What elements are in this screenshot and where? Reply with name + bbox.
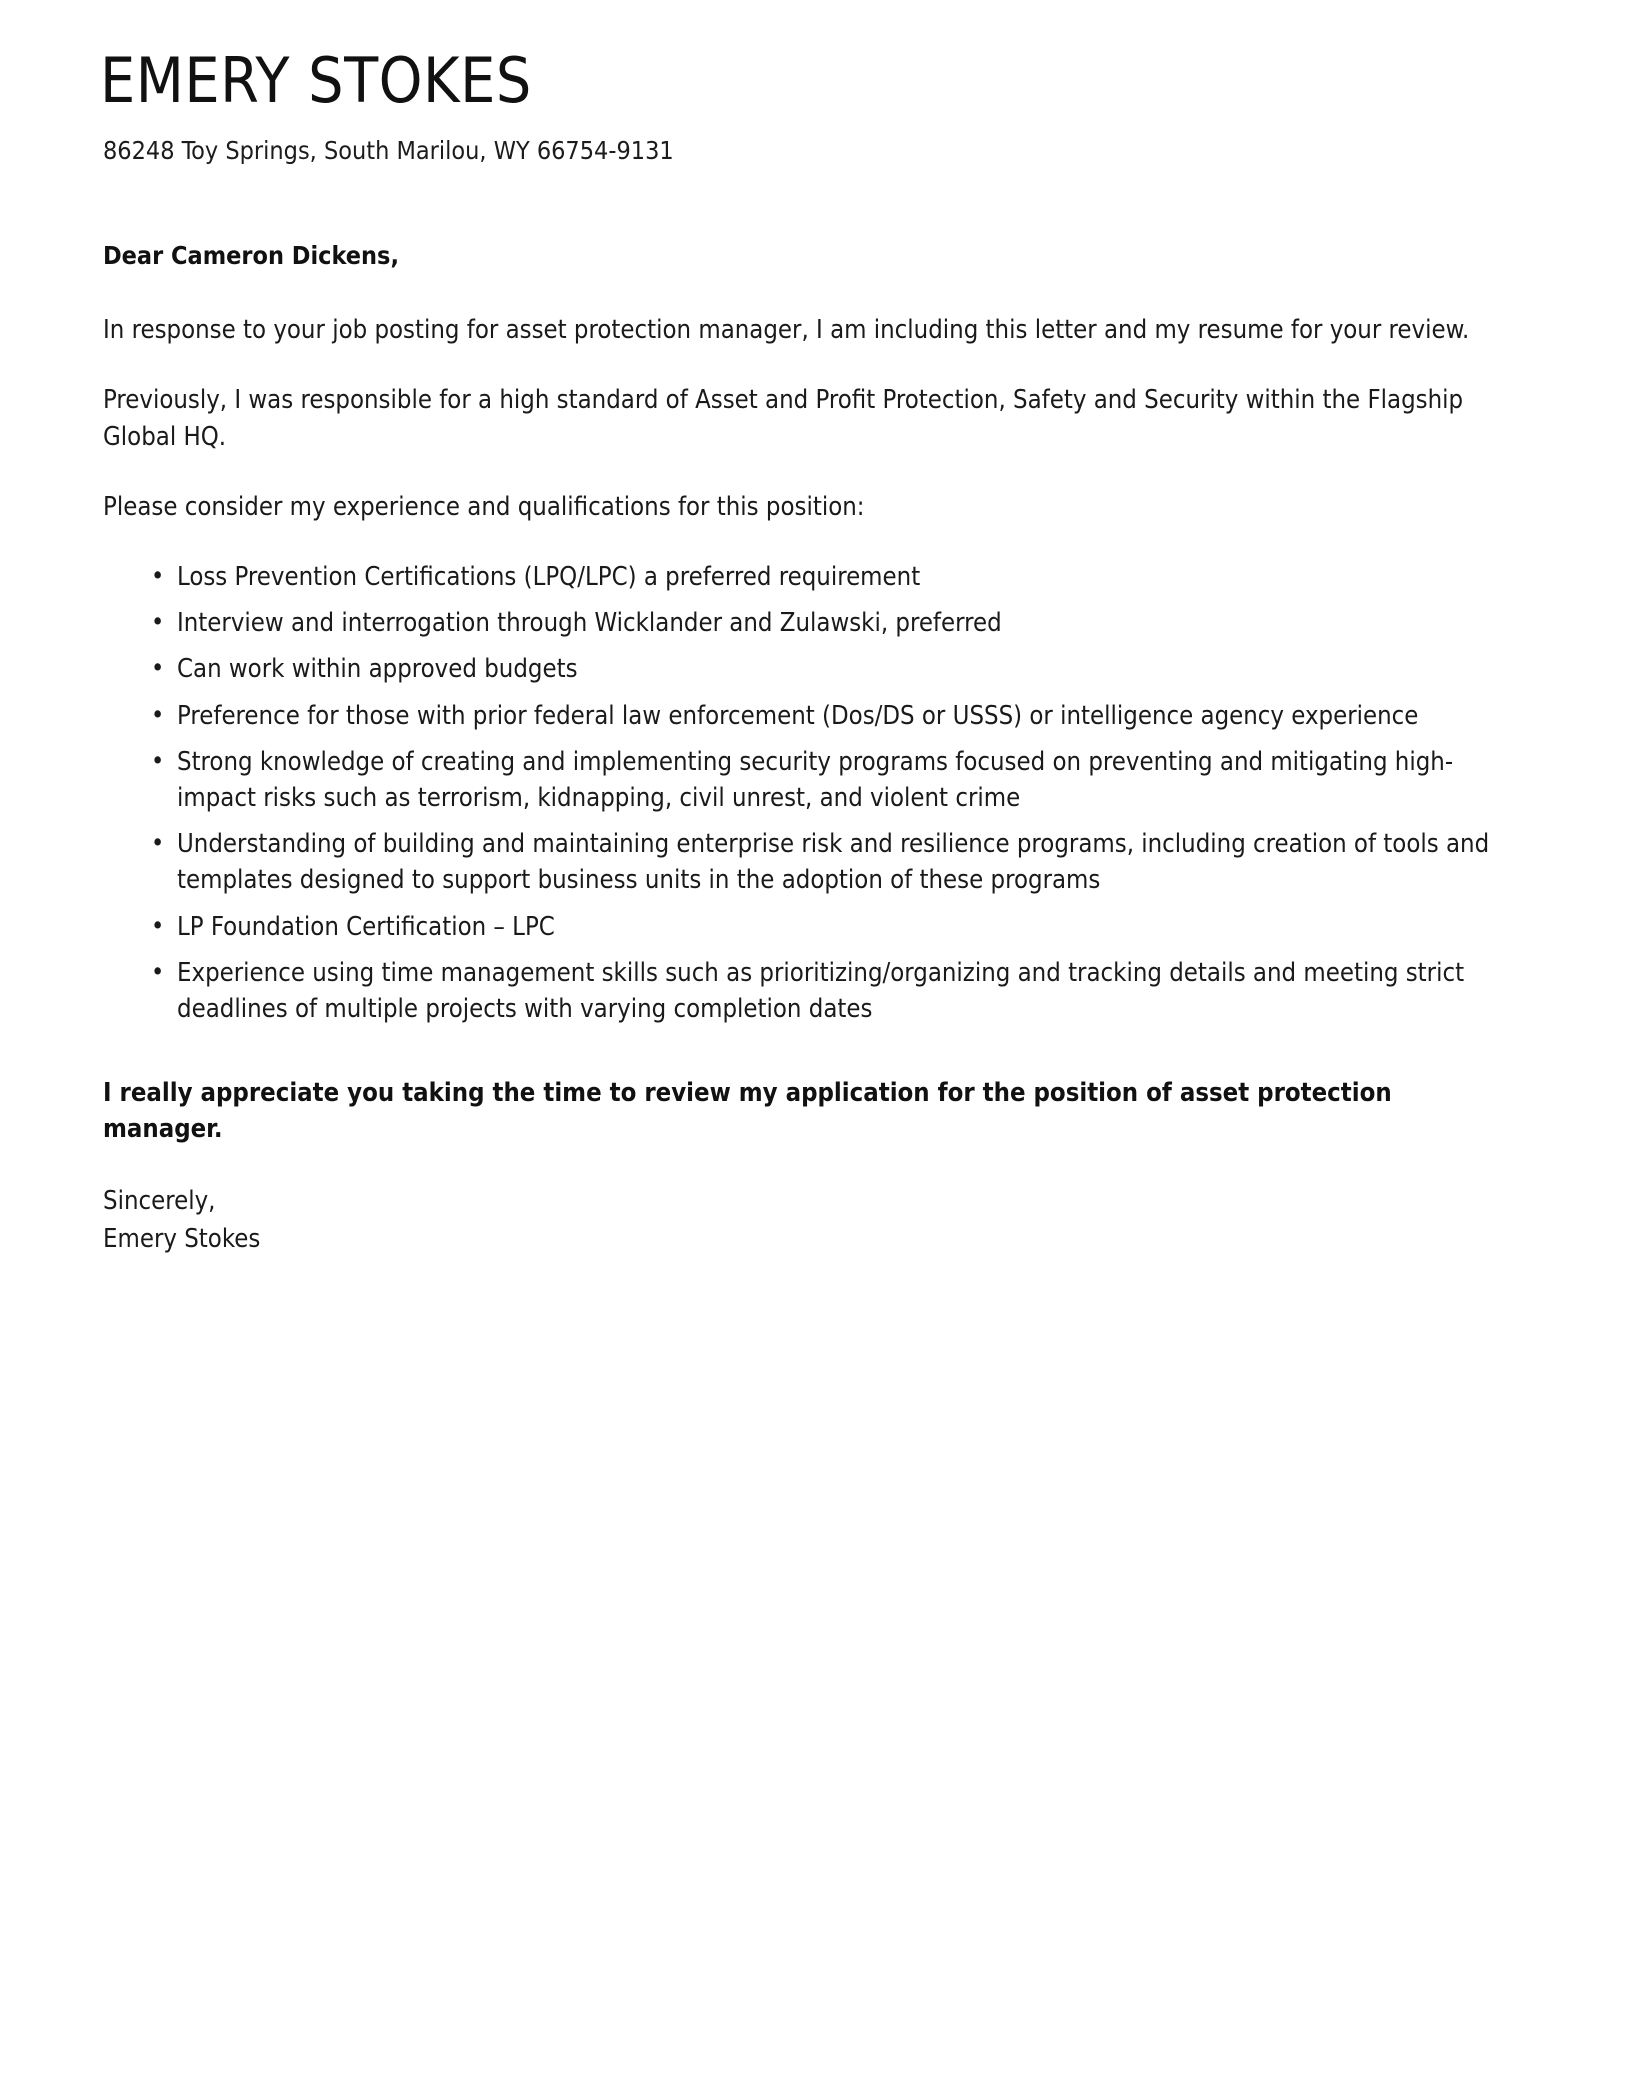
contact-address: 86248 Toy Springs, South Marilou, WY 66754-9131: [103, 135, 674, 165]
signature-name: Emery Stokes: [103, 1223, 261, 1254]
list-item: • Preference for those with prior federal law enforcement (Dos/DS or USSS) or intelligence agency experience: [151, 698, 1521, 734]
list-item: • Strong knowledge of creating and implementing security programs focused on preventing and mitigating high-impact risks such as terrorism, kidnapping, civil unrest, and violent crime: [151, 744, 1521, 816]
closing-statement: I really appreciate you taking the time to review my application for the position of asset protection manager.: [103, 1078, 1392, 1145]
list-item: • Experience using time management skills such as prioritizing/organizing and tracking details and meeting strict deadlines of multiple projects with varying completion dates: [151, 955, 1521, 1027]
letter-container: [100, 0, 1520, 1258]
qualifications-list: [103, 559, 1521, 1027]
body-paragraph-3: Please consider my experience and qualifications for this position:: [103, 491, 865, 522]
list-item: • LP Foundation Certification – LPC: [151, 909, 1521, 945]
list-item: • Interview and interrogation through Wicklander and Zulawski, preferred: [151, 605, 1521, 641]
signoff-text: Sincerely,: [103, 1185, 216, 1216]
list-item: • Loss Prevention Certifications (LPQ/LPC) a preferred requirement: [151, 559, 1521, 595]
list-item: • Can work within approved budgets: [151, 651, 1521, 687]
page-title: EMERY STOKES: [100, 44, 532, 117]
salutation: Dear Cameron Dickens,: [103, 241, 399, 271]
body-paragraph-1: In response to your job posting for asset protection manager, I am including this letter and my resume for your review.: [103, 315, 1470, 346]
signature-block: [103, 1182, 1493, 1259]
letter-body: [100, 167, 1493, 1258]
list-item: • Understanding of building and maintaining enterprise risk and resilience programs, including creation of tools and templates designed to support business units in the adoption of these programs: [151, 826, 1521, 898]
body-paragraph-2: Previously, I was responsible for a high standard of Asset and Profit Protection, Safety and Security within the Flagship Global HQ.: [103, 385, 1464, 452]
